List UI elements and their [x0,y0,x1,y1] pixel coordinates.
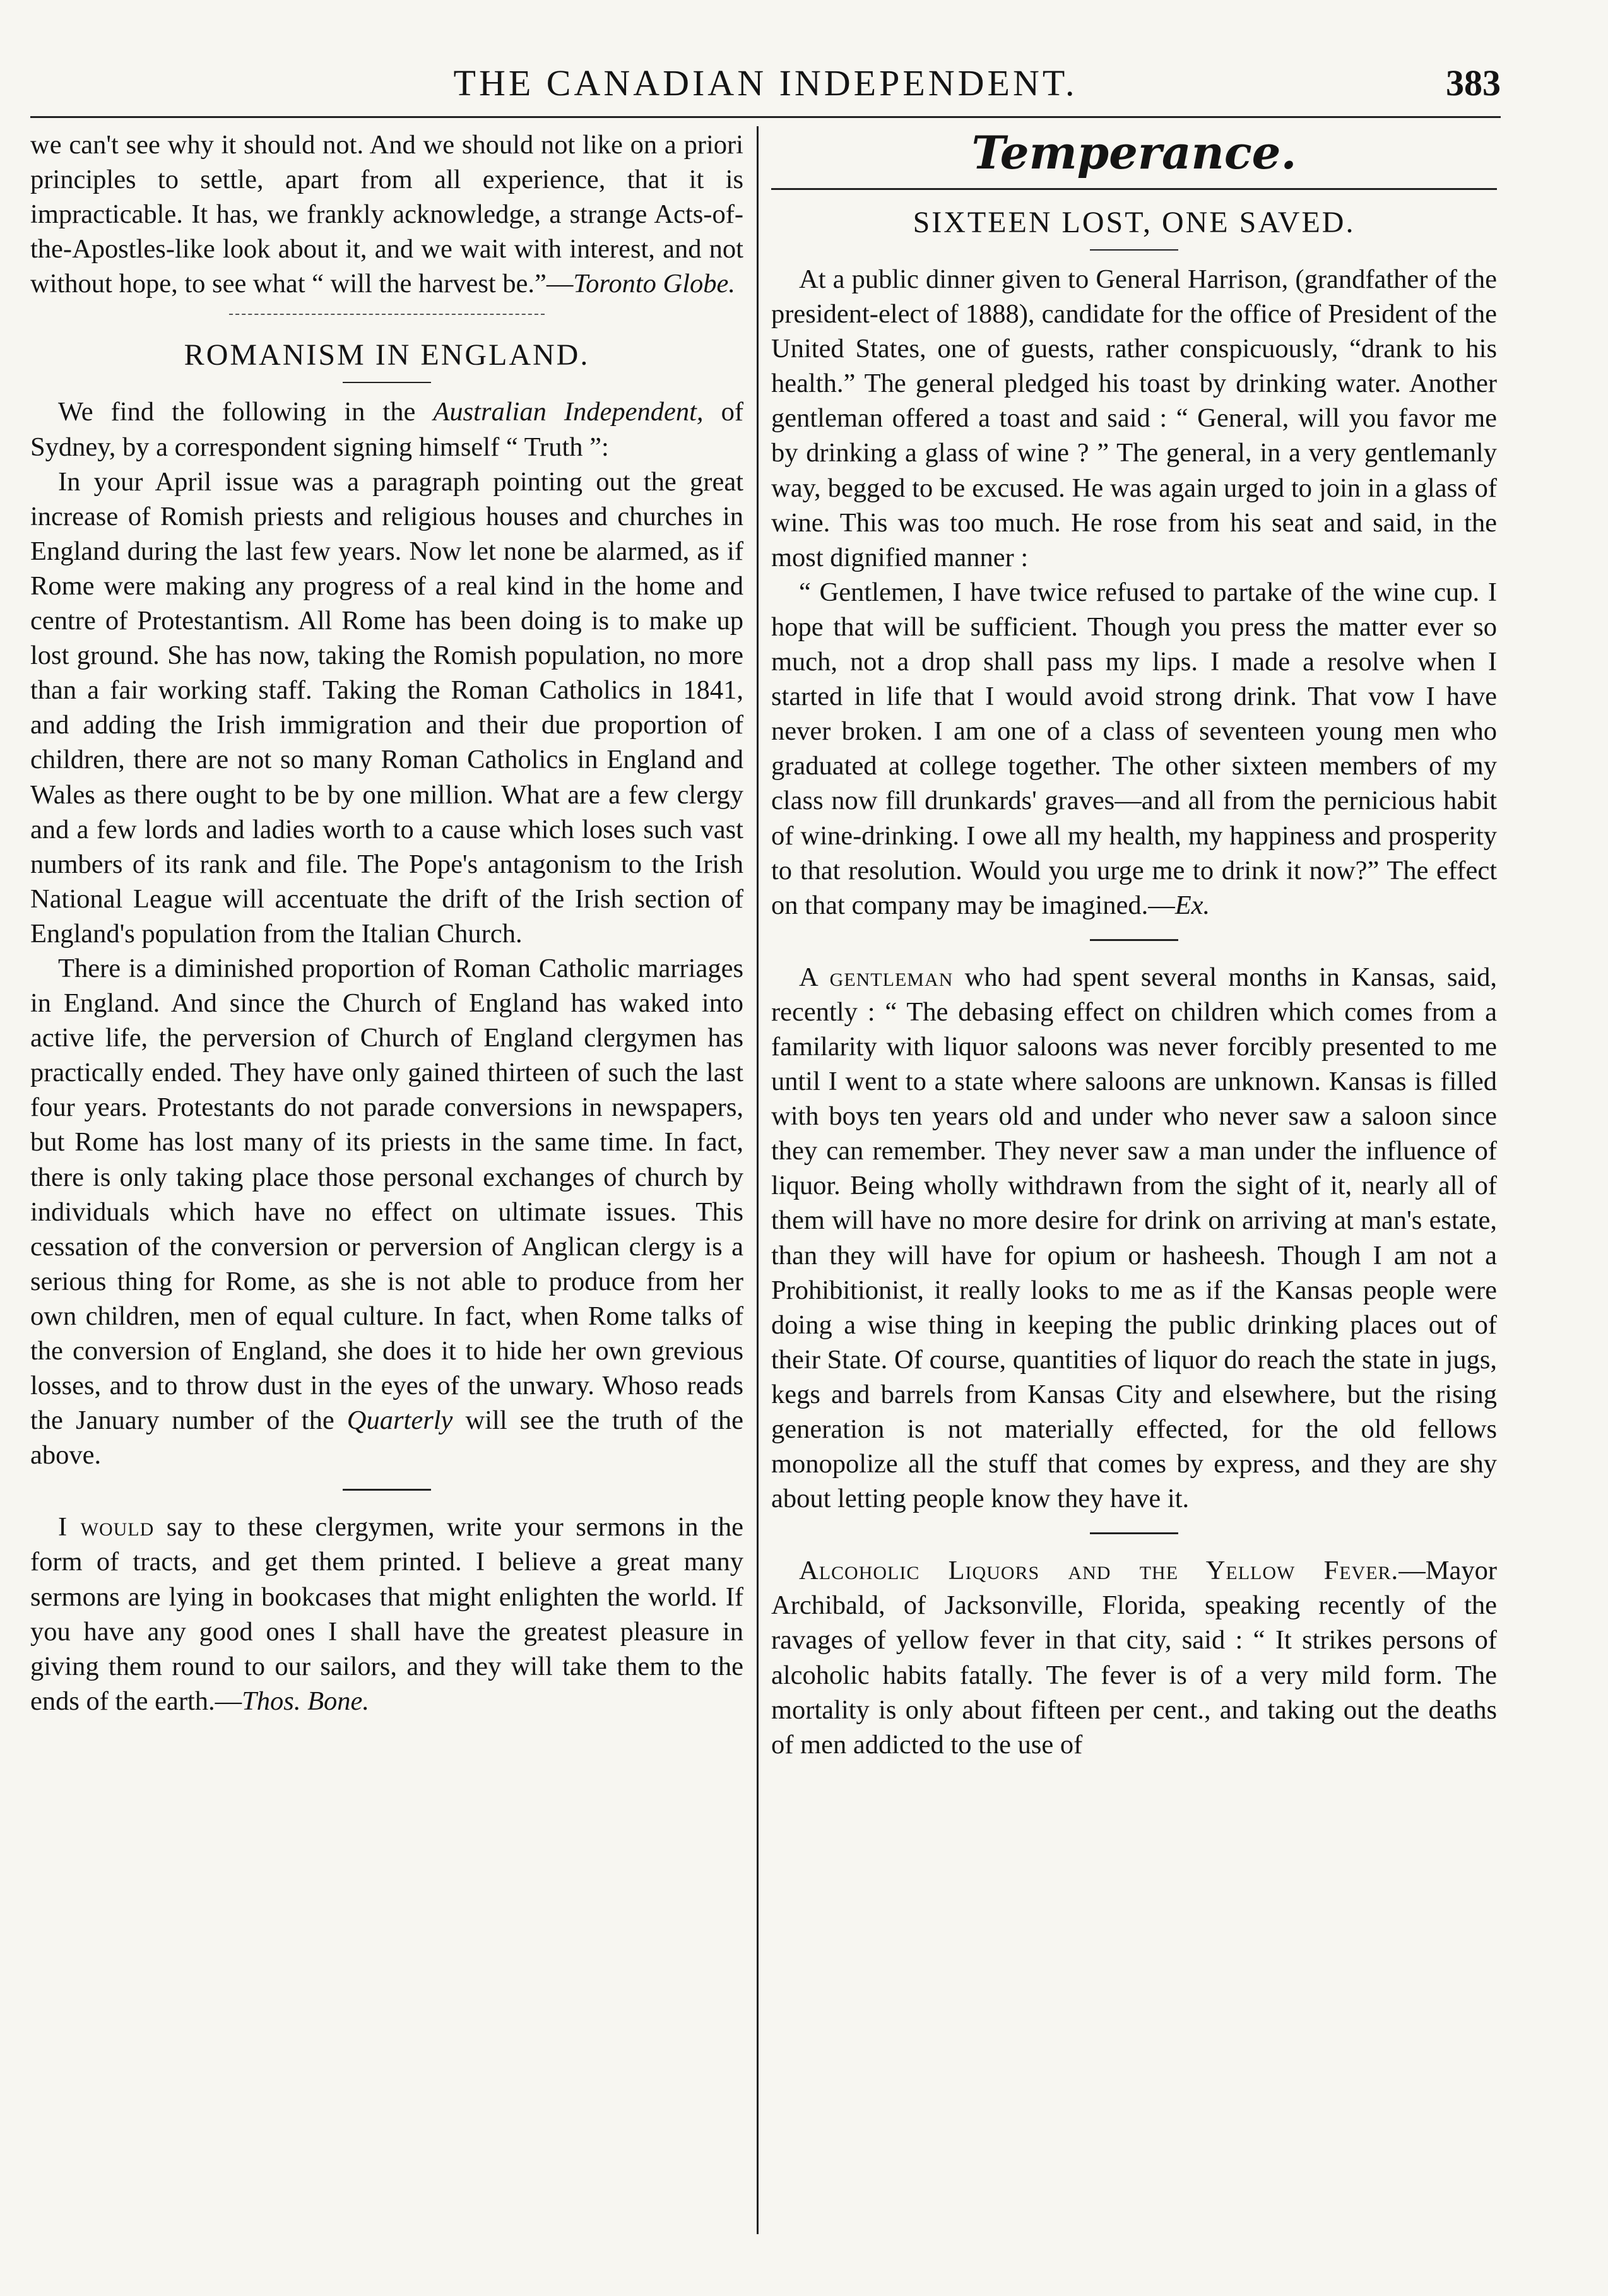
article-separator [343,1489,431,1491]
sermons-source: Thos. Bone. [242,1686,370,1716]
right-column [771,127,1497,2235]
title-rule [343,382,431,383]
sixteen-paragraph-1: At a public dinner given to General Harrison, (grandfather of the president-elect of 1888), candidate for the office of President of the United States, one of guests, rather conspicuously, “drank to his health.” The general pledged his toast by drinking water. Another gentleman offered a toast and said : “ General, will you favor me by drinking a glass of wine ? ” The general, in a very gentlemanly way, begged to be excused. He was again urged to join in a glass of wine. This was too much. He rose from his seat and said, in the most dignified manner : [771,264,1497,572]
section-rule [771,188,1497,190]
sermons-lead: I would [58,1512,155,1542]
yellow-fever-lead: Alcoholic Liquors and the Yellow Fever. [799,1556,1399,1586]
continuation-source: Toronto Globe. [573,269,736,299]
column-divider [757,126,759,2234]
page-number: 383 [1446,62,1501,104]
article-separator [1090,939,1178,941]
intro-text: We find the following in the [58,397,434,427]
para2-publication: Quarterly [346,1405,453,1436]
kansas-lead: A gentleman [799,962,954,992]
romanism-paragraph-1: In your April issue was a paragraph pointing out the great increase of Romish priests and religious houses and churches in England during the last few years. Now let none be alarmed, as if Rome were making any progress of a real kind in the home and centre of Protestantism. All Rome has been doing is to make up lost ground. She has now, taking the Romish population, no more than a fair working staff. Taking the Roman Catholics in 1841, and adding the Irish immigration and their due proportion of children, there are not so many Roman Catholics in England and Wales as there ought to be by one million. What are a few clergy and a few lords and ladies worth to a cause which loses such vast numbers of its rank and file. The Pope's antagonism to the Irish National League will accentuate the drift of the Irish section of England's population from the Italian Church. [30,466,743,949]
left-column [30,127,743,2235]
article-separator [229,314,545,315]
kansas-text: who had spent several months in Kansas, said, recently : “ The debasing effect on children which comes from a familarity with liquor saloons was never forcibly presented to me until I went to a state where saloons are unknown. Kansas is filled with boys ten years old and under who never saw a saloon since they can remember. They never saw a man under the influence of liquor. Being wholly withdrawn from the sight of it, nearly all of them will have no more desire for drink on arriving at man's estate, than they will have for opium or hasheesh. Though I am not a Prohibitionist, it really looks to me as if the Kansas people were doing a wise thing in keeping the public drinking places out of their State. Of course, quantities of liquor do reach the state in jugs, kegs and barrels from Kansas City and elsewhere, but the rising generation is not materially effected, for the old fellows monopolize all the stuff that comes by express, and they are shy about letting people know they have it. [771,962,1497,1514]
intro-text-end: of Sydney, by a correspondent signing himself “ Truth ”: [30,397,743,462]
continuation-paragraph [30,127,743,301]
continuation-text: we can't see why it should not. And we should not like on a priori principles to settle, apart from all experience, that it is impracticable. It has, we frankly acknowledge, a strange Acts-of-the-Apostles-like look about it, and we wait with interest, and not without hope, to see what “ will the harvest be.”— [30,130,743,299]
article-separator [1090,1532,1178,1534]
yellow-fever-text: —Mayor Archibald, of Jacksonville, Florida, speaking recently of the ravages of yellow fever in that city, said : “ It strikes persons of alcoholic habits fatally. The fever is of a very mild form. The mortality is only about fifteen per cent., and taking out the deaths of men addicted to the use of [771,1556,1497,1760]
para2-text: There is a diminished proportion of Roman Catholic marriages in England. And since the Church of England has waked into active life, the perversion of Church of England clergymen has practically ended. They have only gained thirteen of such the last four years. Protestants do not parade conversions in newspapers, but Rome has lost many of its priests in the same time. In fact, there is only taking place those personal exchanges of church by individuals which have no effect on ultimate issues. This cessation of the conversion or perversion of Anglican clergy is a serious thing for Rome, as she is not able to produce from her own children, men of equal culture. In fact, when Rome talks of the conversion of England, she does it to hide her own grevious losses, and to throw dust in the eyes of the unwary. Whoso reads the January number of the [30,953,743,1436]
sixteen-title: SIXTEEN LOST, ONE SAVED. [913,206,1356,239]
sermons-text: say to these clergymen, write your sermons in the form of tracts, and get them printed. I believe a great many sermons are lying in bookcases that might enlighten the world. If you have any good ones I shall have the greatest pleasure in giving them round to our sailors, and they will take them to the ends of the earth.— [30,1512,743,1716]
romanism-title: ROMANISM IN ENGLAND. [184,338,590,372]
sermons-paragraph [30,1510,743,1719]
romanism-paragraph-2 [30,951,743,1472]
header-rule [30,116,1501,118]
romanism-intro [30,394,743,464]
quote-text: “ Gentlemen, I have twice refused to partake of the wine cup. I hope that will be sufficient. Though you press the matter ever so much, not a drop shall pass my lips. I made a resolve when I started in life that I would avoid strong drink. That vow I have never broken. I am one of a class of seventeen young men who graduated at college together. The other sixteen members of my class now fill drunkards' graves—and all from the pernicious habit of wine-drinking. I owe all my health, my happiness and prosperity to that resolution. Would you urge me to drink it now?” The effect on that company may be imagined.— [771,577,1497,920]
quote-source: Ex. [1174,890,1210,920]
intro-publication: Australian Independent, [433,397,704,427]
journal-title: THE CANADIAN INDEPENDENT. [453,62,1078,104]
section-heading: Temperance. [971,127,1297,179]
yellow-fever-paragraph [771,1553,1497,1762]
page-header [30,62,1501,120]
sixteen-quote [771,575,1497,923]
title-rule [1090,249,1178,251]
kansas-paragraph [771,960,1497,1517]
para2-text-end: will see the truth of the above. [30,1405,743,1471]
